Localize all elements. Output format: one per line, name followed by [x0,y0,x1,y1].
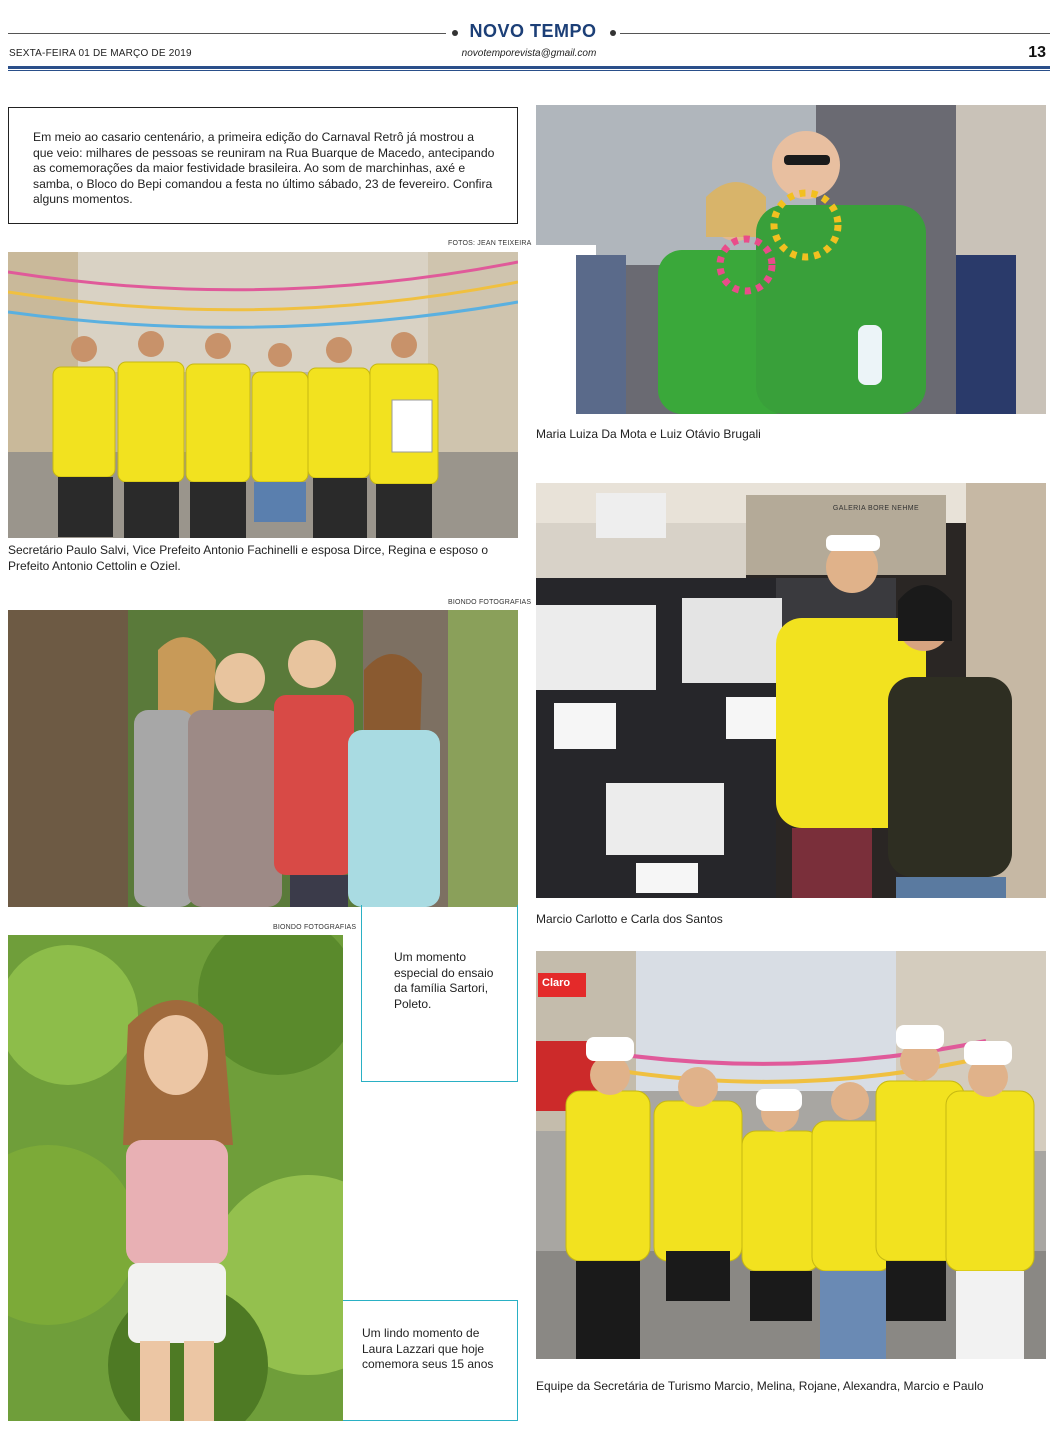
header-divider-thin [8,70,1050,71]
photo-credit-group: FOTOS: JEAN TEIXEIRA [448,240,532,247]
intro-text: Em meio ao casario centenário, a primeira edição do Carnaval Retrô já mostrou a que veio: milhares de pessoas se reuniram na Rua Buarque de Macedo, antecipando as comemorações da maior festividade brasileira. Ao som de marchinhas, axé e samba, o Bloco do Bepi comandou a festa no último sábado, 23 de fevereiro. Confira alguns momentos. [33,130,495,207]
caption-tourism-team: Equipe da Secretária de Turismo Marcio, Melina, Rojane, Alexandra, Marcio e Paulo [536,1379,984,1393]
laura-side-text: Um lindo momento de Laura Lazzari que hoje comemora seus 15 anos [362,1326,494,1371]
intro-box [8,107,518,224]
page-number: 13 [1028,44,1046,61]
photo-credit-family: BIONDO FOTOGRAFIAS [448,599,532,606]
masthead-title: NOVO TEMPO [469,21,597,41]
contact-email: novotemporevista@gmail.com [461,48,597,59]
photo-group-officials [8,252,518,538]
header-dot-right [610,30,616,36]
family-side-text: Um momento especial do ensaio da família Sartori, Poleto. [394,950,494,1011]
caption-maria-luiz: Maria Luiza Da Mota e Luiz Otávio Brugali [536,427,761,441]
store-sign-claro: Claro [542,977,571,989]
photo-marcio-carla [536,483,1046,898]
header-rule-right [620,33,1050,34]
caption-group-officials: Secretário Paulo Salvi, Vice Prefeito Antonio Fachinelli e esposa Dirce, Regina e esposo o Prefeito Antonio Cettolin e Oziel. [8,543,489,573]
photo-family [8,610,518,907]
header-divider [8,66,1050,69]
issue-date: SEXTA-FEIRA 01 DE MARÇO DE 2019 [9,48,192,59]
caption-marcio-carla: Marcio Carlotto e Carla dos Santos [536,912,723,926]
photo-laura [8,935,343,1421]
gallery-sign: GALERIA BORE NEHME [832,505,920,512]
photo-credit-laura: BIONDO FOTOGRAFIAS [273,924,357,931]
photo-maria-luiz [536,105,1046,414]
header-rule-left [8,33,446,34]
photo-tourism-team [536,951,1046,1359]
